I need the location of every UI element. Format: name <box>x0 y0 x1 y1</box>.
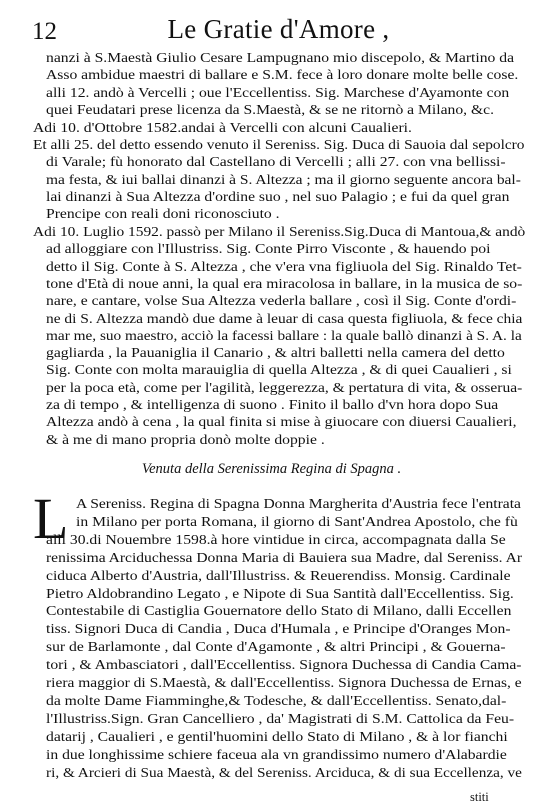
text-line: ad alloggiare con l'Illustriss. Sig. Conte Pirro Visconte , & hauendo poi <box>46 241 491 257</box>
text-line: nanzi à S.Maestà Giulio Cesare Lampugnano mio discepolo, & Martino da <box>46 50 515 65</box>
text-line: tiss. Signori Duca di Candia , Duca d'Humala , e Principe d'Oranges Mon- <box>46 621 511 637</box>
text-line: da molte Dame Fiamminghe,& Todesche, & dall'Eccellentiss. Senato,dal- <box>46 692 507 708</box>
text-line: & à me di mano propria donò molte doppie . <box>46 431 325 447</box>
text-line: Et alli 25. del detto essendo venuto il Sereniss. Sig. Duca di Sauoia dal sepolcro <box>33 137 525 153</box>
text-line: nare, e cantare, volse Sua Altezza vederla ballare , così il Sig. Conte d'ordi- <box>46 293 517 309</box>
text-line: alli 30.di Nouembre 1598.à hore vintidue in circa, accompagnata dalla Se <box>46 531 506 547</box>
text-line: riera maggior di S.Maestà, & dall'Eccellentiss. Signora Duchessa de Ernas, e <box>46 675 522 690</box>
text-line: in Milano per porta Romana, il giorno di Sant'Andrea Apostolo, che fù <box>76 513 518 529</box>
catchword: stiti <box>470 790 489 804</box>
text-line: ciduca Alberto d'Austria, dall'Illustriss. & Reuerendiss. Monsig. Cardinale <box>46 567 511 583</box>
text-line: Sig. Conte con molta marauiglia di quella Altezza , & di quei Caualieri , si <box>46 362 512 378</box>
text-line: quei Feudatari prese licenza da S.Maestà, & se ne ritornò a Milano, &c. <box>46 102 494 118</box>
running-title: Le Gratie d'Amore , <box>167 14 390 44</box>
text-line: lai dinanzi à Sua Altezza d'ordine suo , nel suo Palagio ; e fui da quel gran <box>46 188 510 204</box>
text-line: za di tempo , & intelligenza di suono . Finito il ballo d'vn hora dopo Sua <box>46 397 499 412</box>
text-line: per la poca età, come per l'agilità, leggerezza, & pertatura di vita, & osserua- <box>46 379 523 395</box>
text-line: detto il Sig. Conte à S. Altezza , che v'era vna figliuola del Sig. Rinaldo Tet- <box>46 258 522 274</box>
text-line: ma festa, & iui ballai dinanzi à S. Altezza ; ma il giorno seguente ancora bal- <box>46 171 521 187</box>
section-title: Venuta della Serenissima Regina di Spagna . <box>141 461 402 477</box>
text-line: tori , & Ambasciatori , dall'Eccellentiss. Signora Duchessa di Candia Cama- <box>46 657 522 673</box>
text-line: A Sereniss. Regina di Spagna Donna Margherita d'Austria fece l'entrata <box>76 496 521 511</box>
text-line: alli 12. andò à Vercelli ; oue l'Eccellentiss. Sig. Marchese d'Ayamonte con <box>46 84 510 100</box>
text-line: renissima Arciduchessa Donna Maria di Bauiera sua Madre, dal Sereniss. Ar <box>46 549 523 565</box>
text-line: Adi 10. Luglio 1592. passò per Milano il Sereniss.Sig.Duca di Mantoua,& andò <box>33 224 526 239</box>
text-line: Altezza andò à cena , la qual finita si mise à giuocare con diuersi Caualieri, <box>46 414 517 430</box>
page-header <box>26 14 531 44</box>
text-line: tone d'Età di noue anni, la qual era miracolosa in ballare, in la musica de so- <box>46 275 523 291</box>
text-line: Prencipe con reali doni riconosciuto . <box>46 206 280 221</box>
text-line: Contestabile di Castiglia Gouernatore dello Stato di Milano, dalli Eccellen <box>46 603 512 619</box>
text-line: ri, & Arcieri di Sua Maestà, & del Sereniss. Arciduca, & di sua Eccellenza, ve <box>46 764 522 780</box>
text-line: l'Illustriss.Sign. Gran Cancelliero , da' Magistrati di S.M. Cattolica da Feu- <box>46 710 515 726</box>
text-line: datarij , Caualieri , e gentil'huomini dello Stato di Milano , & à lor fianchi <box>46 728 508 744</box>
text-line: ne di S. Altezza mandò due dame à leuar di casa questa figliuola, & fece chia <box>46 310 523 326</box>
text-line: Adi 10. d'Ottobre 1582.andai à Vercelli con alcuni Caualieri. <box>33 120 412 135</box>
text-line: Asso ambidue maestri di ballare e S.M. fece à loro donare molte belle cose. <box>46 67 519 83</box>
text-line: Pietro Aldobrandino Legato , e Nipote di Sua Santità dall'Eccellentiss. Sig. <box>46 585 514 601</box>
text-line: gagliarda , la Pauaniglia il Canario , & altri balletti nella camera del detto <box>46 345 505 361</box>
text-line: sur de Barlamonte , dal Conte d'Agamonte , & altri Principi , & Gouerna- <box>46 639 506 655</box>
text-line: in due longhissime schiere faceua ala vn grandissimo numero d'Alabardie <box>46 746 507 762</box>
text-line: di Varale; fù honorato dal Castellano di Vercelli ; alli 27. con vna bellissi- <box>46 154 506 170</box>
drop-capital: L <box>33 486 69 551</box>
page-number: 12 <box>32 18 57 45</box>
text-line: mar me, suo maestro, acciò la facessi ballare : la quale ballò dinanzi à S. A. la <box>46 327 522 343</box>
